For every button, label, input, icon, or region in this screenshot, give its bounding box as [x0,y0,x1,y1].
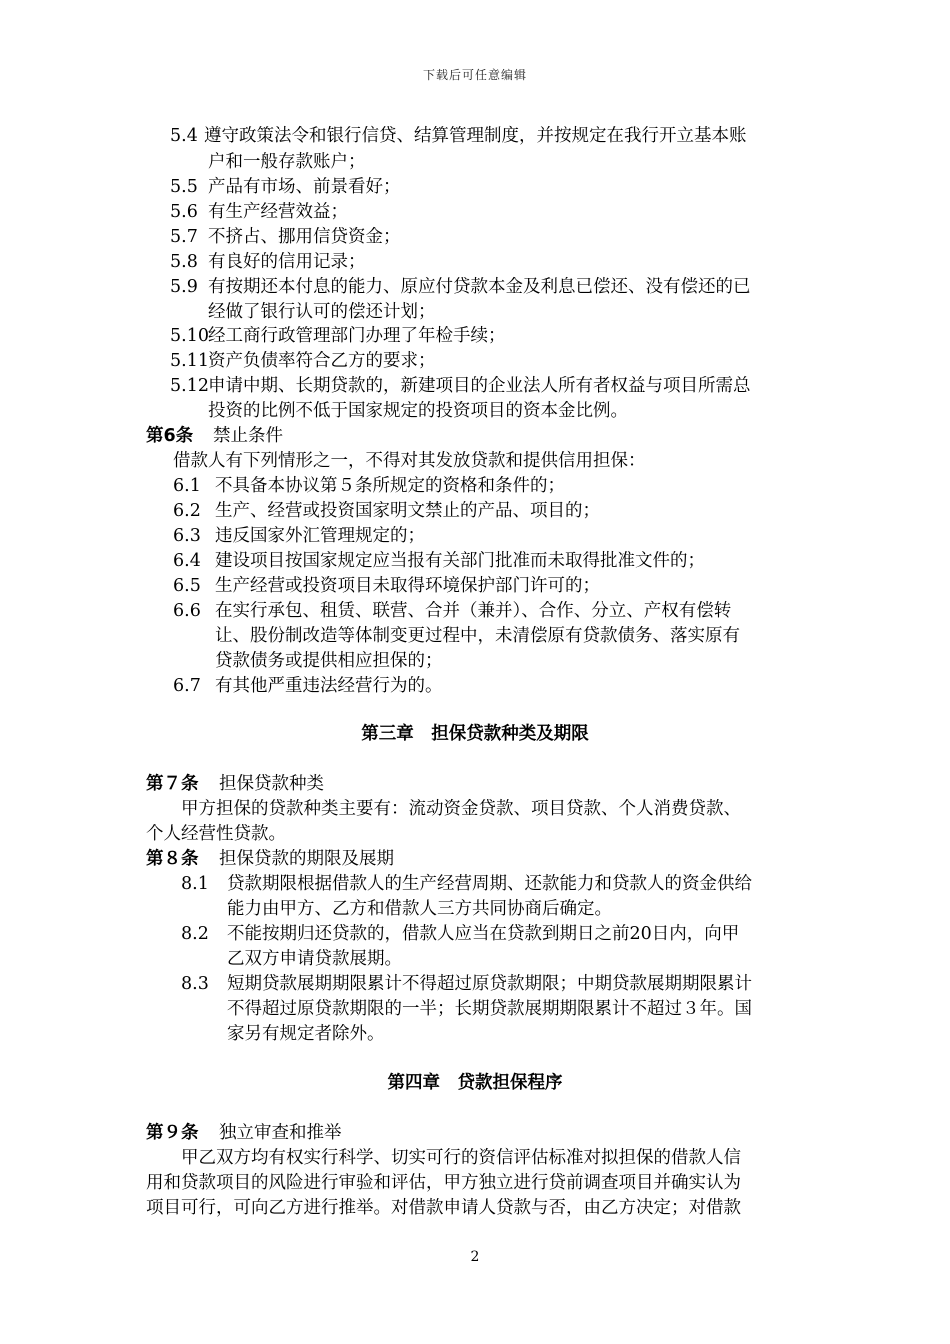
item-6-6-continued: 贷款债务或提供相应担保的； [215,651,443,671]
item-text: 建设项目按国家规定应当报有关部门批准而未取得批准文件的； [215,551,705,571]
item-number: 6.7 [173,676,201,696]
item-number: 5.7 [170,227,198,247]
article-label: 第８条 [146,849,199,869]
item-number: 8.1 [181,874,209,894]
page-number: 2 [470,1249,480,1265]
article-7-paragraph: 甲方担保的贷款种类主要有：流动资金贷款、项目贷款、个人消费贷款、 [181,799,741,819]
article-label: 第９条 [146,1123,199,1143]
item-8-1-continued: 能力由甲方、乙方和借款人三方共同协商后确定。 [227,899,612,919]
item-6-5 [173,574,600,598]
item-8-3 [181,972,752,996]
item-6-6-continued: 让、股份制改造等体制变更过程中，未清偿原有贷款债务、落实原有 [215,626,740,646]
item-number: 5.9 [170,277,198,297]
item-6-1 [173,474,565,498]
article-title: 担保贷款种类 [219,774,324,794]
item-6-4 [173,549,705,573]
item-text: 生产、经营或投资国家明文禁止的产品、项目的； [215,501,600,521]
article-6-heading [146,424,283,448]
chapter-4-heading: 第四章 贷款担保程序 [387,1073,563,1093]
article-9-paragraph: 甲乙双方均有权实行科学、切实可行的资信评估标准对拟担保的借款人信 [181,1148,741,1168]
item-5-12-continued: 投资的比例不低于国家规定的投资项目的资本金比例。 [208,401,628,421]
item-number: 6.4 [173,551,201,571]
item-number: 8.2 [181,924,209,944]
item-6-3 [173,524,425,548]
item-number: 5.5 [170,177,198,197]
item-text: 产品有市场、前景看好； [208,177,401,197]
article-title: 禁止条件 [213,426,283,446]
item-8-2 [181,922,739,946]
item-text: 违反国家外汇管理规定的； [215,526,425,546]
item-5-8 [170,250,366,274]
article-7-paragraph-continued: 个人经营性贷款。 [146,824,286,844]
item-number: 5.6 [170,202,198,222]
item-5-4 [170,124,747,148]
article-9-heading [146,1121,342,1145]
article-label: 第７条 [146,774,199,794]
item-text: 贷款期限根据借款人的生产经营周期、还款能力和贷款人的资金供给 [227,874,752,894]
item-text: 在实行承包、租赁、联营、合并（兼并）、合作、分立、产权有偿转 [215,601,732,621]
item-8-2-continued: 乙双方申请贷款展期。 [227,949,402,969]
article-label: 第6条 [146,426,194,446]
item-number: 5.12 [170,376,209,396]
page-header: 下载后可任意编辑 [422,68,527,82]
item-text: 不挤占、挪用信贷资金； [208,227,401,247]
item-5-7 [170,225,401,249]
article-7-heading [146,772,324,796]
item-5-12 [170,374,751,398]
article-9-paragraph-continued: 项目可行，可向乙方进行推举。对借款申请人贷款与否，由乙方决定；对借款 [146,1198,741,1218]
item-number: 6.2 [173,501,201,521]
item-8-1 [181,872,752,896]
item-5-10 [170,324,506,348]
item-5-6 [170,200,348,224]
item-number: 5.4 [170,126,198,146]
article-6-intro: 借款人有下列情形之一，不得对其发放贷款和提供信用担保： [173,451,646,471]
item-text: 有良好的信用记录； [208,252,366,272]
article-title: 担保贷款的期限及展期 [219,849,394,869]
item-text: 不能按期归还贷款的，借款人应当在贷款到期日之前20日内，向甲 [227,924,740,944]
item-6-7 [173,674,443,698]
article-8-heading [146,847,394,871]
item-6-2 [173,499,600,523]
item-text: 遵守政策法令和银行信贷、结算管理制度，并按规定在我行开立基本账 [204,126,747,146]
item-text: 有其他严重违法经营行为的。 [215,676,443,696]
item-text: 有按期还本付息的能力、原应付贷款本金及利息已偿还、没有偿还的已 [208,277,751,297]
item-text: 经工商行政管理部门办理了年检手续； [208,326,506,346]
item-number: 5.11 [170,351,209,371]
item-8-3-continued: 家另有规定者除外。 [227,1024,385,1044]
item-5-9-continued: 经做了银行认可的偿还计划； [208,302,436,322]
item-5-5 [170,175,401,199]
item-number: 5.10 [170,326,209,346]
item-text: 资产负债率符合乙方的要求； [208,351,436,371]
item-number: 5.8 [170,252,198,272]
article-title: 独立审查和推举 [219,1123,342,1143]
item-5-11 [170,349,436,373]
article-9-paragraph-continued: 用和贷款项目的风险进行审验和评估，甲方独立进行贷前调查项目并确实认为 [146,1173,741,1193]
item-text: 生产经营或投资项目未取得环境保护部门许可的； [215,576,600,596]
item-text: 不具备本协议第５条所规定的资格和条件的； [215,476,565,496]
item-6-6 [173,599,731,623]
item-number: 6.5 [173,576,201,596]
item-number: 6.3 [173,526,201,546]
chapter-3-heading: 第三章 担保贷款种类及期限 [361,724,589,744]
item-5-4-continued: 户和一般存款账户； [208,152,366,172]
item-number: 8.3 [181,974,209,994]
item-text: 有生产经营效益； [208,202,348,222]
item-text: 短期贷款展期期限累计不得超过原贷款期限；中期贷款展期期限累计 [227,974,752,994]
item-text: 申请中期、长期贷款的，新建项目的企业法人所有者权益与项目所需总 [208,376,751,396]
item-number: 6.1 [173,476,201,496]
item-5-9 [170,275,751,299]
item-number: 6.6 [173,601,201,621]
item-8-3-continued: 不得超过原贷款期限的一半；长期贷款展期期限累计不超过３年。国 [227,999,752,1019]
